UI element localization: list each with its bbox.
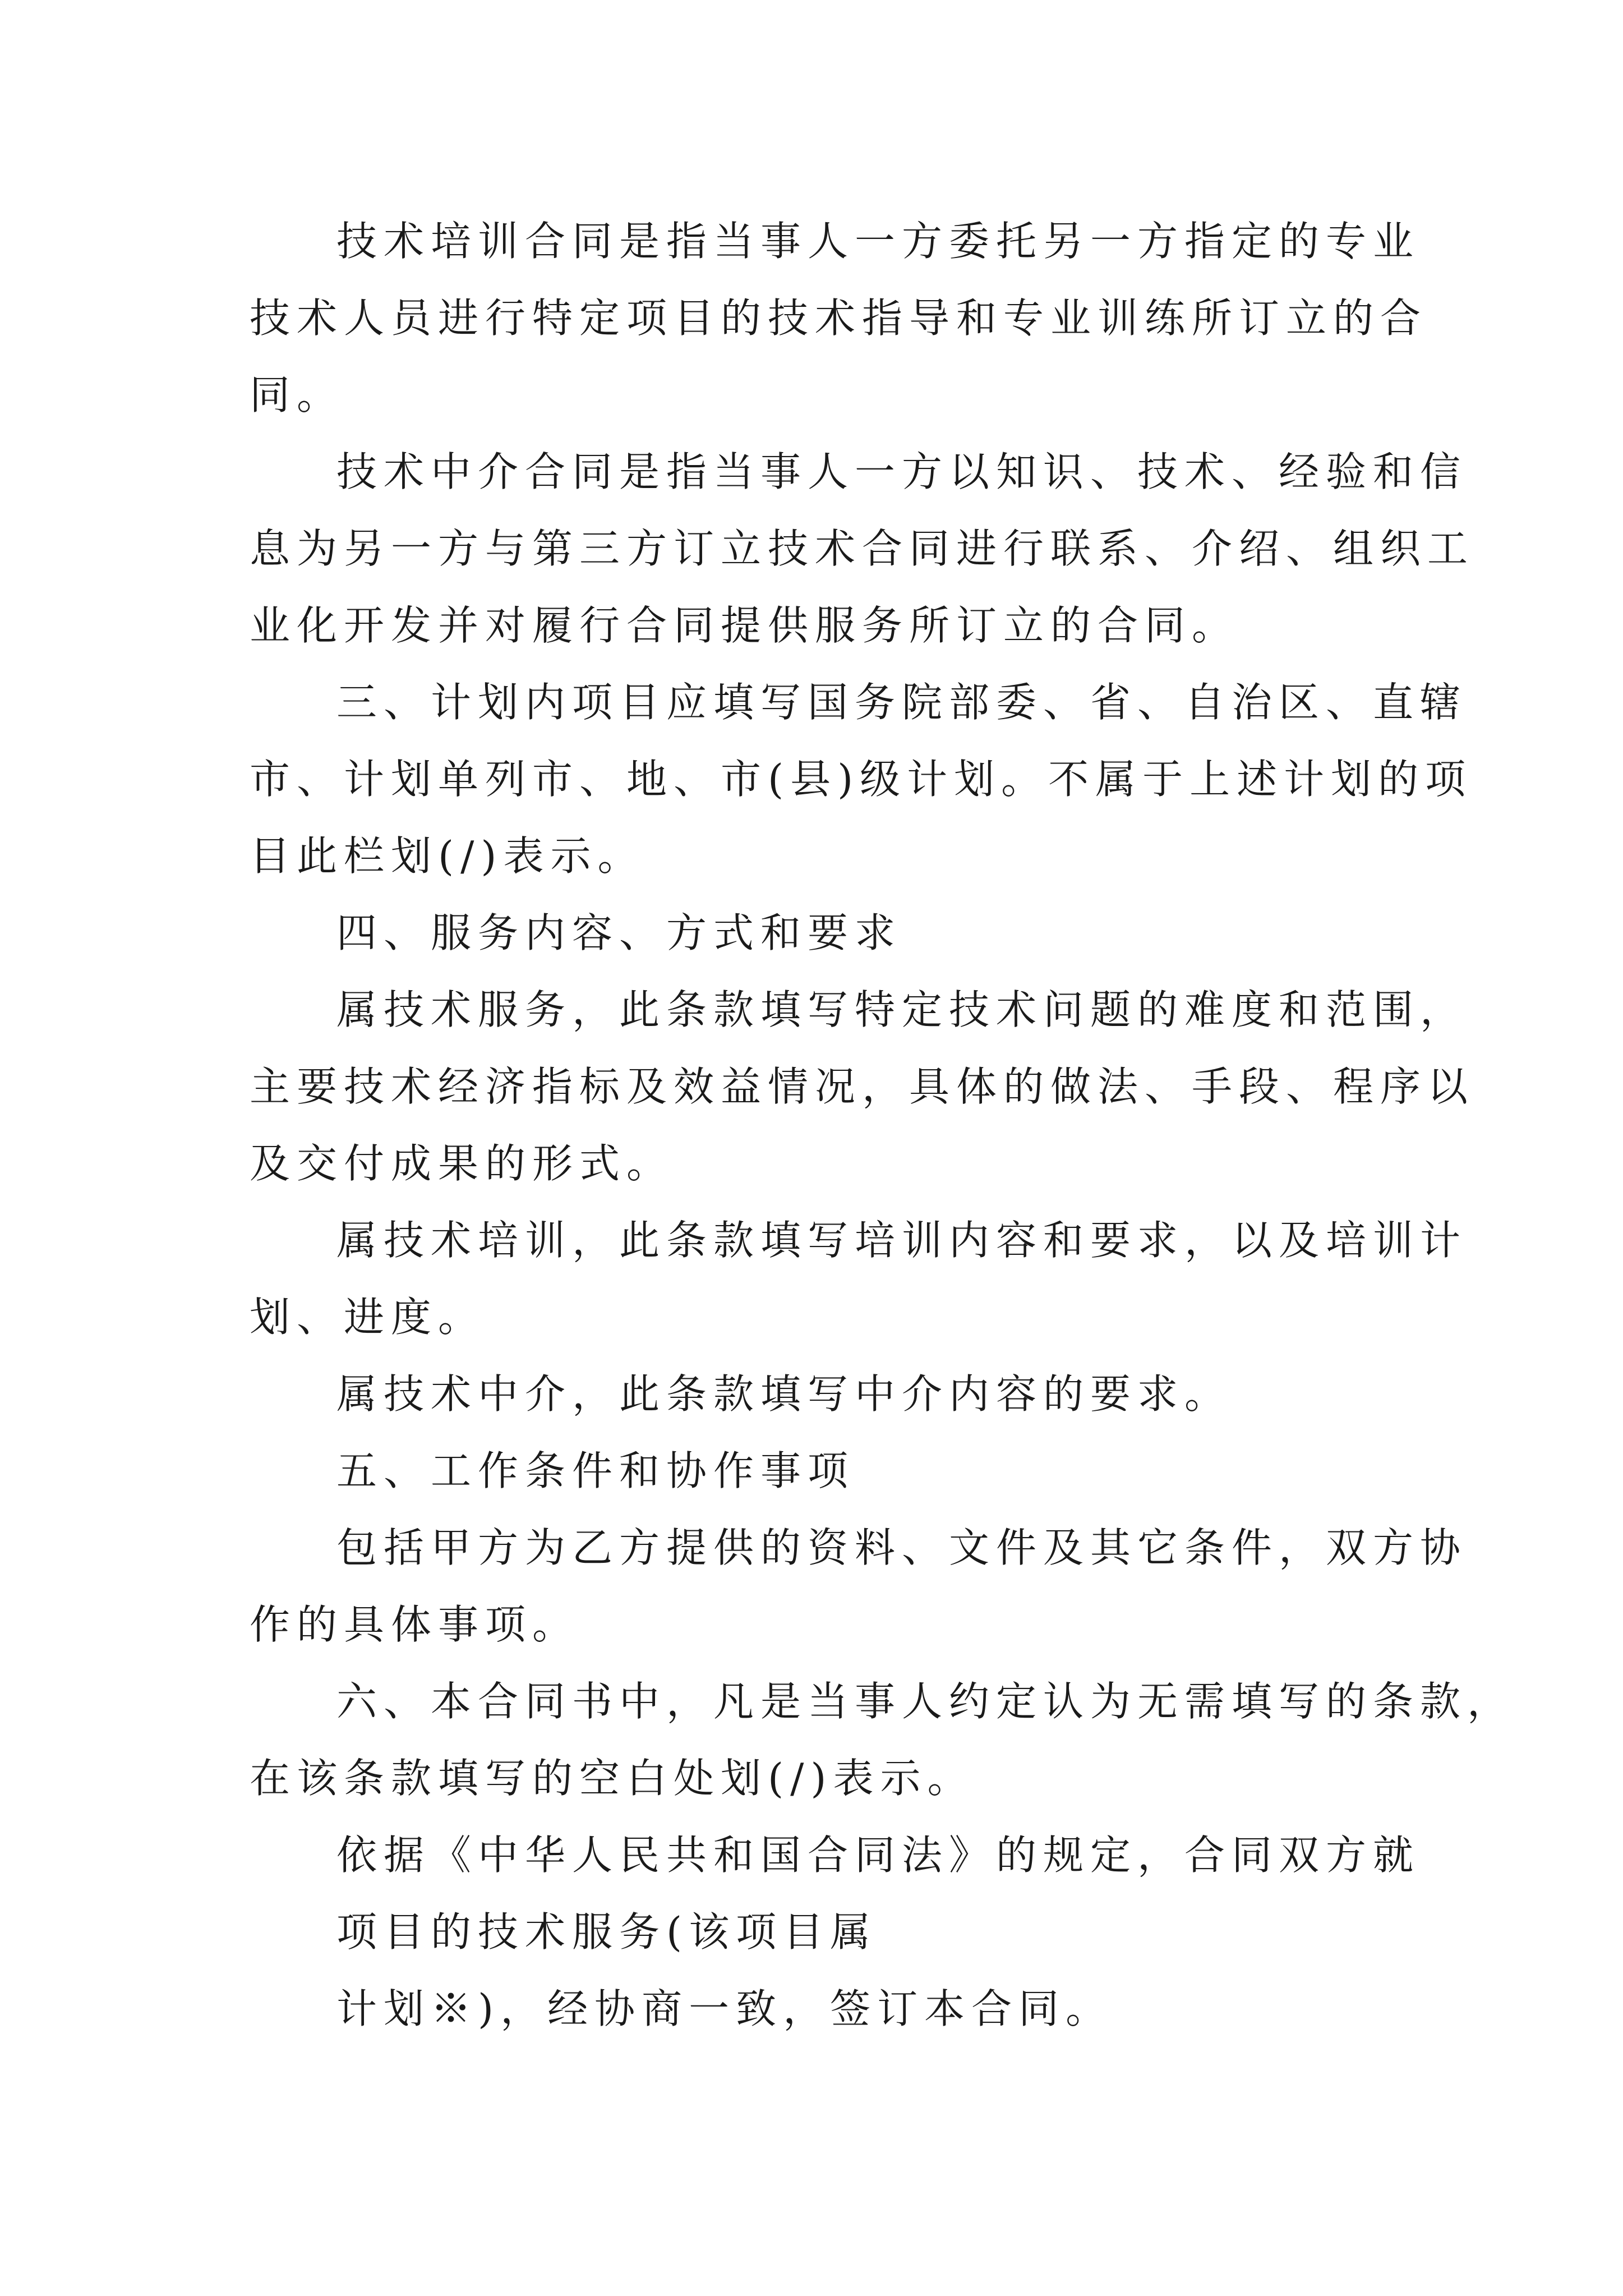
body-text-line: 业化开发并对履行合同提供服务所订立的合同。 [250, 602, 1239, 649]
body-text-line: 在该条款填写的空白处划(/)表示。 [250, 1755, 975, 1802]
body-text-line: 依据《中华人民共和国合同法》的规定，合同双方就 [336, 1832, 1421, 1879]
body-text-line: 主要技术经济指标及效益情况，具体的做法、手段、程序以 [250, 1063, 1475, 1110]
body-text-line: 技术中介合同是指当事人一方以知识、技术、经验和信 [336, 448, 1468, 495]
section-heading: 五、工作条件和协作事项 [336, 1447, 855, 1494]
body-text-line: 市、计划单列市、地、市(县)级计划。不属于上述计划的项 [250, 756, 1473, 803]
body-text-line: 属技术中介，此条款填写中介内容的要求。 [336, 1370, 1232, 1418]
body-text-line: 及交付成果的形式。 [250, 1140, 674, 1187]
body-text-line: 六、本合同书中，凡是当事人约定认为无需填写的条款， [336, 1678, 1515, 1725]
body-text-line: 计划※)，经协商一致，签订本合同。 [336, 1985, 1113, 2032]
body-text-line: 目此栏划(/)表示。 [250, 832, 645, 880]
body-text-line: 三、计划内项目应填写国务院部委、省、自治区、直辖 [336, 679, 1468, 726]
body-text-line: 包括甲方为乙方提供的资料、文件及其它条件，双方协 [336, 1524, 1468, 1571]
section-heading: 四、服务内容、方式和要求 [336, 909, 902, 956]
body-text-line: 作的具体事项。 [250, 1601, 580, 1648]
body-text-line: 属技术培训，此条款填写培训内容和要求，以及培训计 [336, 1217, 1468, 1264]
body-text-line: 同。 [250, 371, 344, 418]
body-text-line: 属技术服务，此条款填写特定技术问题的难度和范围， [336, 986, 1468, 1033]
body-text-line: 项目的技术服务(该项目属 [336, 1908, 878, 1955]
body-text-line: 技术人员进行特定项目的技术指导和专业训练所订立的合 [250, 295, 1428, 342]
body-text-line: 划、进度。 [250, 1294, 486, 1341]
body-text-line: 息为另一方与第三方订立技术合同进行联系、介绍、组织工 [250, 525, 1475, 572]
body-text-line: 技术培训合同是指当事人一方委托另一方指定的专业 [336, 218, 1421, 265]
